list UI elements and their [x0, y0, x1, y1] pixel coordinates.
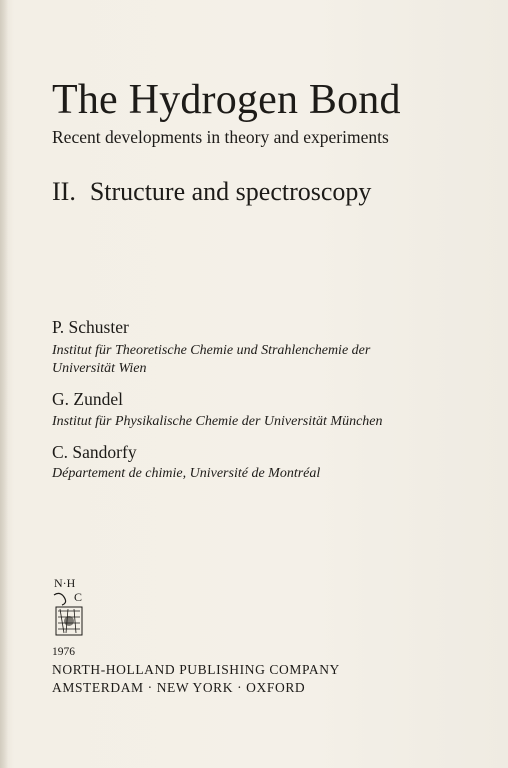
- author-name-schuster: P. Schuster: [52, 317, 129, 337]
- publisher-logo: [50, 575, 90, 639]
- author-affiliation-zundel: Institut für Physikalische Chemie der Universität München: [52, 414, 383, 429]
- author-affiliation-sandorfy: Département de chimie, Université de Montréal: [52, 466, 321, 481]
- book-subtitle: Recent developments in theory and experiments: [52, 127, 389, 147]
- author-name-zundel: G. Zundel: [52, 389, 123, 409]
- publisher-cities: AMSTERDAM · NEW YORK · OXFORD: [52, 680, 306, 695]
- volume-heading: [52, 176, 371, 208]
- volume-number: II.: [52, 177, 76, 206]
- volume-title: Structure and spectroscopy: [89, 177, 372, 206]
- publisher-name: NORTH-HOLLAND PUBLISHING COMPANY: [52, 662, 340, 677]
- author-name-sandorfy: C. Sandorfy: [52, 442, 137, 462]
- page-edge-shadow: [0, 0, 8, 768]
- author-affiliation-schuster: Institut für Theoretische Chemie und Strahlenchemie der Universität Wien: [52, 343, 371, 376]
- publication-year: 1976: [52, 646, 75, 658]
- logo-text-top: N·H: [54, 576, 76, 590]
- book-title: The Hydrogen Bond: [52, 77, 401, 123]
- logo-text-mid: C: [74, 590, 83, 604]
